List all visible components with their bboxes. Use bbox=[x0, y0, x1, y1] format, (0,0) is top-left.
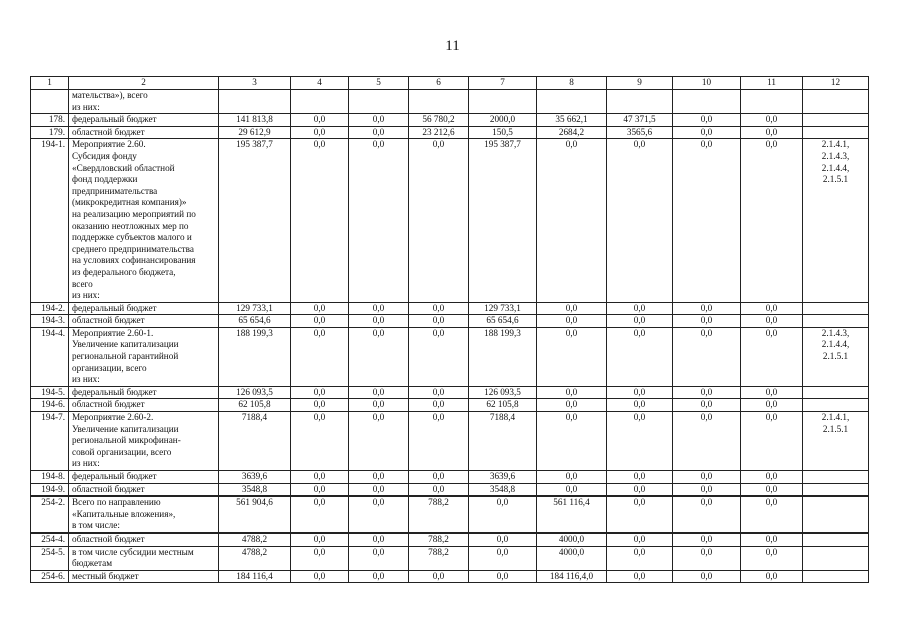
row-code: 194-5. bbox=[31, 386, 69, 399]
value-cell: 0,0 bbox=[469, 546, 537, 570]
value-cell: 0,0 bbox=[349, 386, 409, 399]
value-cell: 0,0 bbox=[291, 327, 349, 386]
value-cell: 561 116,4 bbox=[537, 496, 607, 533]
value-cell: 0,0 bbox=[291, 570, 349, 583]
table-row bbox=[31, 386, 869, 399]
value-cell: 184 116,4,0 bbox=[537, 570, 607, 583]
table-row bbox=[31, 327, 869, 386]
table-row bbox=[31, 139, 869, 302]
value-cell: 0,0 bbox=[673, 496, 741, 533]
target-refs bbox=[803, 412, 869, 471]
value-cell: 0,0 bbox=[349, 315, 409, 328]
value-cell: 0,0 bbox=[409, 471, 469, 484]
value-cell: 0,0 bbox=[349, 114, 409, 127]
target-refs bbox=[803, 533, 869, 546]
value-cell: 4000,0 bbox=[537, 546, 607, 570]
value-cell: 0,0 bbox=[607, 139, 673, 302]
target-ref: 2.1.4.1, bbox=[821, 139, 850, 150]
value-cell: 0,0 bbox=[741, 570, 803, 583]
row-name-line: «Свердловский областной bbox=[72, 162, 175, 173]
row-name bbox=[69, 496, 219, 533]
column-header: 11 bbox=[741, 77, 803, 90]
value-cell: 62 105,8 bbox=[219, 399, 291, 412]
value-cell: 0,0 bbox=[741, 315, 803, 328]
row-name bbox=[69, 114, 219, 127]
table-row bbox=[31, 533, 869, 546]
value-cell: 0,0 bbox=[673, 546, 741, 570]
value-cell: 0,0 bbox=[673, 114, 741, 127]
value-cell: 0,0 bbox=[673, 533, 741, 546]
target-ref: 2.1.5.1 bbox=[822, 351, 849, 362]
value-cell: 3639,6 bbox=[469, 471, 537, 484]
value-cell: 0,0 bbox=[607, 386, 673, 399]
value-cell: 65 654,6 bbox=[219, 315, 291, 328]
row-name-line: в том числе субсидии местным bbox=[72, 546, 194, 557]
value-cell: 0,0 bbox=[409, 327, 469, 386]
value-cell: 0,0 bbox=[291, 483, 349, 496]
row-name bbox=[69, 139, 219, 302]
row-name bbox=[69, 471, 219, 484]
value-cell: 3548,8 bbox=[469, 483, 537, 496]
value-cell: 0,0 bbox=[291, 114, 349, 127]
value-cell: 0,0 bbox=[349, 483, 409, 496]
value-cell bbox=[291, 90, 349, 114]
value-cell: 788,2 bbox=[409, 496, 469, 533]
value-cell: 0,0 bbox=[409, 315, 469, 328]
value-cell: 788,2 bbox=[409, 546, 469, 570]
value-cell: 0,0 bbox=[537, 386, 607, 399]
row-code: 194-1. bbox=[31, 139, 69, 302]
row-name-line: федеральный бюджет bbox=[72, 114, 157, 125]
value-cell: 0,0 bbox=[537, 327, 607, 386]
value-cell: 0,0 bbox=[537, 139, 607, 302]
value-cell: 561 904,6 bbox=[219, 496, 291, 533]
row-code: 254-2. bbox=[31, 496, 69, 533]
value-cell: 0,0 bbox=[291, 302, 349, 315]
value-cell bbox=[741, 90, 803, 114]
row-name-line: областной бюджет bbox=[72, 483, 145, 494]
value-cell: 0,0 bbox=[291, 496, 349, 533]
value-cell: 0,0 bbox=[607, 496, 673, 533]
value-cell: 0,0 bbox=[409, 570, 469, 583]
row-name-line: (микрокредитная компания)» bbox=[72, 197, 187, 208]
value-cell: 2684,2 bbox=[537, 126, 607, 139]
value-cell: 0,0 bbox=[291, 546, 349, 570]
value-cell: 0,0 bbox=[291, 471, 349, 484]
value-cell: 0,0 bbox=[537, 315, 607, 328]
value-cell bbox=[537, 90, 607, 114]
value-cell: 0,0 bbox=[291, 386, 349, 399]
table-row bbox=[31, 90, 869, 114]
value-cell: 0,0 bbox=[673, 399, 741, 412]
row-code: 254-6. bbox=[31, 570, 69, 583]
row-name-line: федеральный бюджет bbox=[72, 386, 157, 397]
value-cell bbox=[219, 90, 291, 114]
row-name-line: на реализацию мероприятий по bbox=[72, 208, 196, 219]
target-refs bbox=[803, 126, 869, 139]
table-row bbox=[31, 399, 869, 412]
row-code: 194-4. bbox=[31, 327, 69, 386]
value-cell: 0,0 bbox=[741, 533, 803, 546]
value-cell: 0,0 bbox=[607, 570, 673, 583]
target-refs bbox=[803, 315, 869, 328]
page-number: 11 bbox=[445, 38, 460, 54]
table-row bbox=[31, 570, 869, 583]
row-name-line: Субсидия фонду bbox=[72, 150, 137, 161]
row-name-line: из них: bbox=[72, 458, 100, 469]
value-cell: 0,0 bbox=[741, 139, 803, 302]
value-cell: 65 654,6 bbox=[469, 315, 537, 328]
value-cell: 4000,0 bbox=[537, 533, 607, 546]
value-cell: 195 387,7 bbox=[469, 139, 537, 302]
row-name-line: федеральный бюджет bbox=[72, 302, 157, 313]
value-cell: 0,0 bbox=[409, 412, 469, 471]
value-cell: 0,0 bbox=[469, 570, 537, 583]
row-name-line: из них: bbox=[72, 101, 100, 112]
value-cell: 0,0 bbox=[741, 386, 803, 399]
value-cell: 2000,0 bbox=[469, 114, 537, 127]
target-refs bbox=[803, 90, 869, 114]
value-cell: 0,0 bbox=[291, 412, 349, 471]
value-cell: 0,0 bbox=[607, 471, 673, 484]
value-cell: 29 612,9 bbox=[219, 126, 291, 139]
value-cell: 0,0 bbox=[537, 302, 607, 315]
row-name-line: областной бюджет bbox=[72, 126, 145, 137]
row-code: 179. bbox=[31, 126, 69, 139]
target-refs bbox=[803, 570, 869, 583]
value-cell: 0,0 bbox=[673, 471, 741, 484]
column-header: 5 bbox=[349, 77, 409, 90]
table-row bbox=[31, 471, 869, 484]
row-code: 194-7. bbox=[31, 412, 69, 471]
value-cell: 141 813,8 bbox=[219, 114, 291, 127]
row-name-line: региональной гарантийной bbox=[72, 351, 179, 362]
row-name-line: предпринимательства bbox=[72, 185, 158, 196]
value-cell: 0,0 bbox=[741, 114, 803, 127]
value-cell: 0,0 bbox=[469, 533, 537, 546]
table-row bbox=[31, 302, 869, 315]
value-cell: 129 733,1 bbox=[219, 302, 291, 315]
row-name-line: «Капитальные вложения», bbox=[72, 508, 176, 519]
target-ref: 2.1.4.3, bbox=[821, 327, 850, 338]
row-name-line: Мероприятие 2.60-1. bbox=[72, 327, 154, 338]
value-cell: 0,0 bbox=[673, 412, 741, 471]
row-name-line: региональной микрофинан- bbox=[72, 435, 181, 446]
value-cell: 0,0 bbox=[741, 399, 803, 412]
value-cell: 0,0 bbox=[607, 546, 673, 570]
value-cell: 0,0 bbox=[673, 483, 741, 496]
column-header: 8 bbox=[537, 77, 607, 90]
value-cell: 788,2 bbox=[409, 533, 469, 546]
value-cell: 0,0 bbox=[673, 570, 741, 583]
target-ref: 2.1.5.1 bbox=[822, 174, 849, 185]
value-cell bbox=[409, 90, 469, 114]
value-cell: 4788,2 bbox=[219, 546, 291, 570]
value-cell: 0,0 bbox=[741, 302, 803, 315]
row-name-line: поддержке субъектов малого и bbox=[72, 232, 192, 243]
target-refs bbox=[803, 471, 869, 484]
target-refs bbox=[803, 139, 869, 302]
column-header: 12 bbox=[803, 77, 869, 90]
value-cell: 0,0 bbox=[349, 412, 409, 471]
column-header: 6 bbox=[409, 77, 469, 90]
row-name-line: всего bbox=[72, 278, 93, 289]
row-code: 254-4. bbox=[31, 533, 69, 546]
row-name-line: фонд поддержки bbox=[72, 174, 138, 185]
value-cell: 0,0 bbox=[673, 327, 741, 386]
value-cell: 0,0 bbox=[349, 546, 409, 570]
value-cell: 0,0 bbox=[349, 496, 409, 533]
row-name bbox=[69, 546, 219, 570]
value-cell: 0,0 bbox=[537, 399, 607, 412]
column-header: 3 bbox=[219, 77, 291, 90]
value-cell: 0,0 bbox=[673, 139, 741, 302]
value-cell: 195 387,7 bbox=[219, 139, 291, 302]
row-name-line: из федерального бюджета, bbox=[72, 266, 176, 277]
row-name-line: областной бюджет bbox=[72, 399, 145, 410]
row-name bbox=[69, 483, 219, 496]
value-cell: 0,0 bbox=[741, 471, 803, 484]
value-cell: 0,0 bbox=[291, 126, 349, 139]
row-name-line: федеральный бюджет bbox=[72, 471, 157, 481]
value-cell: 0,0 bbox=[409, 302, 469, 315]
value-cell: 188 199,3 bbox=[469, 327, 537, 386]
row-code: 194-8. bbox=[31, 471, 69, 484]
row-name bbox=[69, 412, 219, 471]
value-cell: 126 093,5 bbox=[469, 386, 537, 399]
row-name bbox=[69, 126, 219, 139]
column-header: 9 bbox=[607, 77, 673, 90]
value-cell: 0,0 bbox=[349, 126, 409, 139]
column-header: 1 bbox=[31, 77, 69, 90]
table-body bbox=[31, 90, 869, 583]
value-cell: 0,0 bbox=[673, 315, 741, 328]
value-cell bbox=[469, 90, 537, 114]
value-cell: 62 105,8 bbox=[469, 399, 537, 412]
value-cell: 0,0 bbox=[349, 570, 409, 583]
value-cell bbox=[349, 90, 409, 114]
row-name-line: мательства»), всего bbox=[72, 90, 148, 100]
value-cell: 0,0 bbox=[409, 386, 469, 399]
value-cell: 0,0 bbox=[291, 315, 349, 328]
row-name-line: Мероприятие 2.60-2. bbox=[72, 412, 154, 423]
value-cell: 184 116,4 bbox=[219, 570, 291, 583]
value-cell bbox=[607, 90, 673, 114]
row-name bbox=[69, 315, 219, 328]
value-cell: 0,0 bbox=[537, 483, 607, 496]
value-cell: 0,0 bbox=[741, 546, 803, 570]
value-cell: 0,0 bbox=[291, 399, 349, 412]
value-cell: 7188,4 bbox=[469, 412, 537, 471]
target-refs bbox=[803, 114, 869, 127]
row-name-line: оказанию неотложных мер по bbox=[72, 220, 189, 231]
value-cell: 0,0 bbox=[349, 471, 409, 484]
target-ref: 2.1.4.4, bbox=[821, 339, 850, 350]
target-refs bbox=[803, 496, 869, 533]
value-cell: 188 199,3 bbox=[219, 327, 291, 386]
row-name bbox=[69, 570, 219, 583]
row-name-line: среднего предпринимательства bbox=[72, 243, 194, 254]
value-cell: 35 662,1 bbox=[537, 114, 607, 127]
value-cell: 0,0 bbox=[673, 386, 741, 399]
value-cell: 3548,8 bbox=[219, 483, 291, 496]
value-cell: 0,0 bbox=[607, 412, 673, 471]
target-ref: 2.1.5.1 bbox=[822, 423, 849, 434]
target-refs bbox=[803, 386, 869, 399]
row-code: 194-2. bbox=[31, 302, 69, 315]
value-cell: 129 733,1 bbox=[469, 302, 537, 315]
target-ref: 2.1.4.4, bbox=[821, 162, 850, 173]
value-cell: 0,0 bbox=[349, 302, 409, 315]
value-cell: 7188,4 bbox=[219, 412, 291, 471]
value-cell: 126 093,5 bbox=[219, 386, 291, 399]
value-cell: 0,0 bbox=[607, 399, 673, 412]
row-name-line: совой организации, всего bbox=[72, 446, 172, 457]
table-row bbox=[31, 412, 869, 471]
target-refs bbox=[803, 302, 869, 315]
value-cell: 0,0 bbox=[741, 496, 803, 533]
value-cell: 0,0 bbox=[409, 483, 469, 496]
value-cell: 0,0 bbox=[607, 315, 673, 328]
row-code: 194-3. bbox=[31, 315, 69, 328]
value-cell: 0,0 bbox=[537, 471, 607, 484]
value-cell: 4788,2 bbox=[219, 533, 291, 546]
value-cell: 150,5 bbox=[469, 126, 537, 139]
row-name-line: местный бюджет bbox=[72, 570, 139, 581]
value-cell: 3639,6 bbox=[219, 471, 291, 484]
value-cell: 0,0 bbox=[537, 412, 607, 471]
header-row bbox=[31, 77, 869, 90]
row-code: 178. bbox=[31, 114, 69, 127]
row-name bbox=[69, 399, 219, 412]
value-cell: 0,0 bbox=[607, 327, 673, 386]
row-name-line: из них: bbox=[72, 374, 100, 385]
table-row bbox=[31, 114, 869, 127]
value-cell: 0,0 bbox=[741, 327, 803, 386]
column-header: 4 bbox=[291, 77, 349, 90]
row-code bbox=[31, 90, 69, 114]
row-name-line: областной бюджет bbox=[72, 315, 145, 326]
value-cell: 0,0 bbox=[409, 139, 469, 302]
value-cell: 0,0 bbox=[607, 483, 673, 496]
value-cell: 0,0 bbox=[409, 399, 469, 412]
row-name-line: на условиях софинансирования bbox=[72, 255, 196, 266]
row-name-line: Увеличение капитализации bbox=[72, 339, 179, 350]
target-refs bbox=[803, 483, 869, 496]
value-cell bbox=[673, 90, 741, 114]
table-row bbox=[31, 496, 869, 533]
value-cell: 0,0 bbox=[291, 533, 349, 546]
value-cell: 0,0 bbox=[469, 496, 537, 533]
table-row bbox=[31, 126, 869, 139]
value-cell: 23 212,6 bbox=[409, 126, 469, 139]
row-name bbox=[69, 302, 219, 315]
table-row bbox=[31, 315, 869, 328]
row-name-line: Мероприятие 2.60. bbox=[72, 139, 146, 150]
target-ref: 2.1.4.3, bbox=[821, 150, 850, 161]
row-name-line: Увеличение капитализации bbox=[72, 423, 179, 434]
value-cell: 0,0 bbox=[673, 302, 741, 315]
target-refs bbox=[803, 327, 869, 386]
value-cell: 0,0 bbox=[607, 302, 673, 315]
row-name-line: организации, всего bbox=[72, 362, 147, 373]
value-cell: 0,0 bbox=[349, 533, 409, 546]
column-header: 2 bbox=[69, 77, 219, 90]
value-cell: 0,0 bbox=[291, 139, 349, 302]
value-cell: 0,0 bbox=[741, 483, 803, 496]
row-name bbox=[69, 327, 219, 386]
row-name bbox=[69, 533, 219, 546]
column-header: 10 bbox=[673, 77, 741, 90]
value-cell: 56 780,2 bbox=[409, 114, 469, 127]
value-cell: 0,0 bbox=[741, 126, 803, 139]
target-ref: 2.1.4.1, bbox=[821, 412, 850, 423]
row-code: 194-6. bbox=[31, 399, 69, 412]
row-name bbox=[69, 386, 219, 399]
row-code: 254-5. bbox=[31, 546, 69, 570]
column-header: 7 bbox=[469, 77, 537, 90]
row-name-line: Всего по направлению bbox=[72, 497, 161, 508]
table-row bbox=[31, 546, 869, 570]
value-cell: 47 371,5 bbox=[607, 114, 673, 127]
row-name-line: областной бюджет bbox=[72, 533, 145, 544]
value-cell: 0,0 bbox=[741, 412, 803, 471]
row-name bbox=[69, 90, 219, 114]
value-cell: 0,0 bbox=[349, 139, 409, 302]
row-code: 194-9. bbox=[31, 483, 69, 496]
value-cell: 0,0 bbox=[349, 327, 409, 386]
table-row bbox=[31, 483, 869, 496]
row-name-line: из них: bbox=[72, 290, 100, 301]
row-name-line: в том числе: bbox=[72, 520, 120, 531]
row-name-line: бюджетам bbox=[72, 558, 113, 569]
value-cell: 0,0 bbox=[673, 126, 741, 139]
value-cell: 0,0 bbox=[349, 399, 409, 412]
budget-table bbox=[30, 76, 869, 583]
target-refs bbox=[803, 399, 869, 412]
value-cell: 3565,6 bbox=[607, 126, 673, 139]
target-refs bbox=[803, 546, 869, 570]
value-cell: 0,0 bbox=[607, 533, 673, 546]
